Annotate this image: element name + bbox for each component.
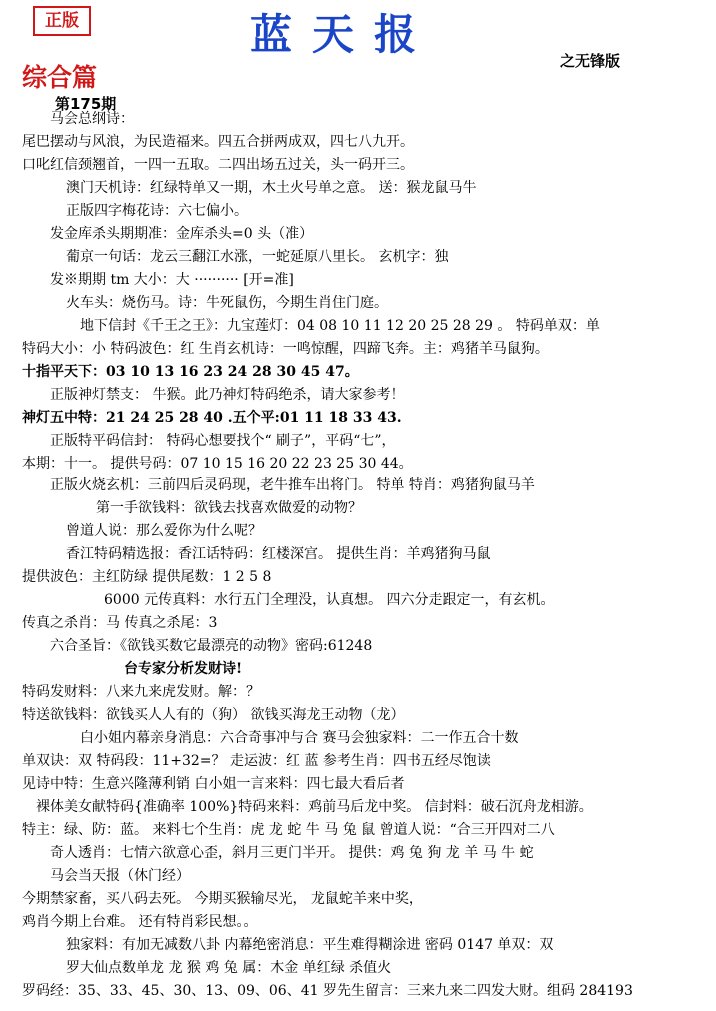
text-line: 香江特码精选报：香江话特码：红楼深宫。 提供生肖：羊鸡猪狗马鼠 bbox=[66, 546, 491, 562]
section-title: 综合篇 bbox=[22, 63, 98, 92]
edition-label: 之无锋版 bbox=[560, 52, 621, 70]
text-line: 传真之杀肖：马 传真之杀尾：3 bbox=[22, 615, 218, 631]
text-line: 单双诀：双 特码段：11+32=？ 走运波：红 蓝 参考生肖：四书五经尽饱读 bbox=[22, 753, 491, 769]
text-line: 本期：十一。 提供号码：07 10 15 16 20 22 23 25 30 44。 bbox=[22, 456, 413, 472]
text-line: 澳门天机诗：红绿特单又一期，木土火号单之意。 送：猴龙鼠马牛 bbox=[66, 180, 477, 196]
text-line: 特主：绿、防：蓝。 来料七个生肖：虎 龙 蛇 牛 马 兔 鼠 曾道人说：“合三开四对二八 bbox=[22, 822, 555, 838]
text-line: 正版火烧玄机：三前四后灵码现，老牛推车出将门。 特单 特肖：鸡猪狗鼠马羊 bbox=[50, 477, 535, 493]
text-line: 发※期期 tm 大小：大 ·········· [开=准] bbox=[50, 272, 294, 288]
text-line: 今期禁家畜，买八码去死。 今期买猴输尽光， 龙鼠蛇羊来中奖， bbox=[22, 891, 423, 907]
text-line: 十指平天下：03 10 13 16 23 24 28 30 45 47。 bbox=[22, 364, 359, 380]
text-line: 正版特平码信封： 特码心想要找个“ 刷子”，平码“七”， bbox=[50, 433, 396, 449]
text-line: 特码大小：小 特码波色：红 生肖玄机诗：一鸣惊醒，四蹄飞奔。主：鸡猪羊马鼠狗。 bbox=[22, 341, 549, 357]
text-line: 地下信封《千王之王》：九宝莲灯：04 08 10 11 12 20 25 28 29 。 特码单双：单 bbox=[80, 318, 600, 334]
text-line: 裸体美女献特码{准确率 100%}特码来料：鸡前马后龙中奖。 信封料：破石沉舟龙相游。 bbox=[36, 799, 593, 815]
text-line: 见诗中特：生意兴隆薄利销 白小姐一言来料：四七最大看后者 bbox=[22, 776, 405, 792]
text-line: 台专家分析发财诗! bbox=[124, 661, 243, 677]
text-line: 口叱红信颈翘首，一四一五取。二四出场五过关，头一码开三。 bbox=[22, 157, 414, 173]
text-line: 正版神灯禁支： 牛猴。此乃神灯特码绝杀，请大家参考！ bbox=[50, 387, 405, 403]
text-line: 马会当天报（休门经） bbox=[50, 868, 190, 884]
newspaper-title: 蓝天报 bbox=[250, 10, 437, 59]
text-line: 第一手欲钱料：欲钱去找喜欢做爱的动物？ bbox=[96, 500, 362, 516]
text-line: 特码发财料：八来九来虎发财。解：？ bbox=[22, 684, 260, 700]
text-line: 尾巴摆动与风浪，为民造福来。四五合拼两成双，四七八九开。 bbox=[22, 134, 414, 150]
text-line: 奇人透肖：七情六欲意心歪，斜月三更门半开。 提供：鸡 兔 狗 龙 羊 马 牛 蛇 bbox=[50, 845, 534, 861]
text-line: 发金库杀头期期准：金库杀头=0 头（准） bbox=[50, 226, 314, 242]
text-line: 火车头：烧伤马。诗：牛死鼠伤，今期生肖住门庭。 bbox=[66, 295, 388, 311]
text-line: 罗大仙点数单龙 龙 猴 鸡 兔 属：木金 单红绿 杀值火 bbox=[66, 960, 392, 976]
text-line: 提供波色：主红防绿 提供尾数：1 2 5 8 bbox=[22, 569, 272, 585]
text-line: 鸡肖今期上台难。 还有特肖彩民想。。 bbox=[22, 914, 258, 930]
text-line: 神灯五中特：21 24 25 28 40 .五个平:01 11 18 33 43. bbox=[22, 410, 402, 426]
text-line: 特送欲钱料：欲钱买人人有的（狗） 欲钱买海龙王动物（龙） bbox=[22, 707, 405, 723]
edition-badge: 正版 bbox=[33, 6, 91, 36]
text-line: 6000 元传真料：水行五门全理没，认真想。 四六分走跟定一，有玄机。 bbox=[104, 592, 555, 608]
text-line: 白小姐内幕亲身消息：六合奇事冲与合 赛马会独家料：二一作五合十数 bbox=[80, 730, 519, 746]
text-line: 正版四字梅花诗：六七偏小。 bbox=[66, 203, 248, 219]
issue-number: 第175期 bbox=[55, 95, 117, 113]
text-line: 独家料：有加无减数八卦 内幕绝密消息：平生难得糊涂进 密码 0147 单双：双 bbox=[66, 937, 554, 953]
text-line: 罗码经：35、33、45、30、13、09、06、41 罗先生留言：三来九来二四发大财。组码 284193 bbox=[22, 983, 633, 999]
text-line: 曾道人说：那么爱你为什么呢？ bbox=[66, 523, 262, 539]
text-line: 六合圣旨：《欲钱买数它最漂亮的动物》密码:61248 bbox=[50, 638, 373, 654]
text-line: 马会总纲诗： bbox=[50, 111, 134, 127]
text-line: 葡京一句话：龙云三翻江水涨，一蛇延原八里长。 玄机字：独 bbox=[66, 249, 449, 265]
